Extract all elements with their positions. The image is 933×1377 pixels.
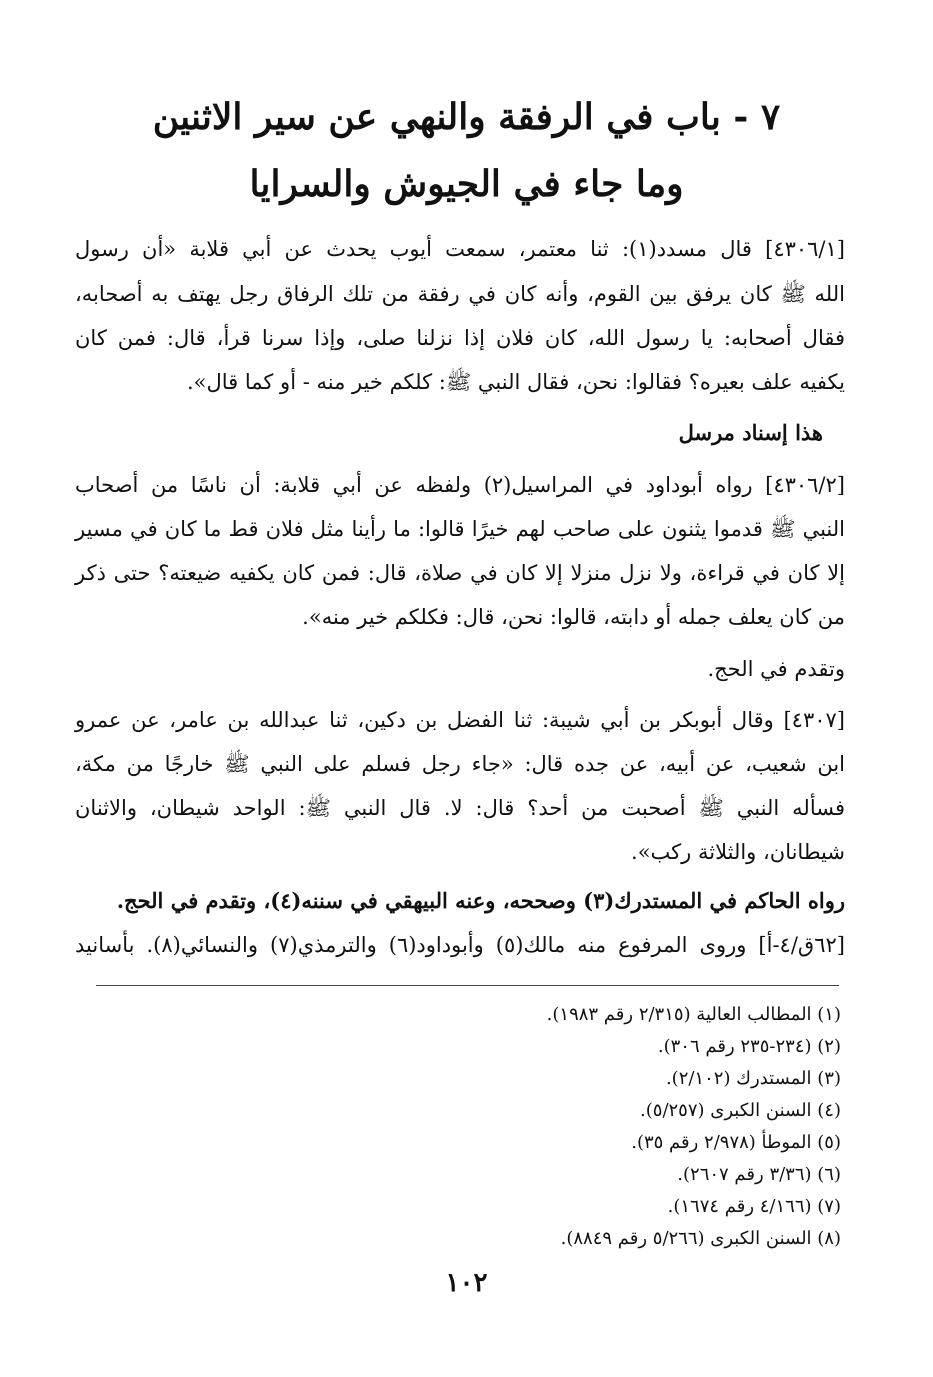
chapter-subtitle: وما جاء في الجيوش والسرايا [249,163,684,205]
text-line: [٤٣٠٦/١] قال مسدد(١): ثنا معتمر، سمعت أيوب يحدث عن أبي قلابة «أن رسول [75,237,845,261]
text-line: ابن شعيب، عن أبيه، عن جده قال: «جاء رجل فسلم على النبي ﷺ خارجًا من مكة، [75,752,845,776]
footnote: (٣) المستدرك (٢/١٠٢). [665,1068,841,1089]
text-line: الله ﷺ كان يرفق بين القوم، وأنه كان في رفقة من تلك الرفاق رجل يهتف به أصحابه، [75,282,845,306]
footnote: (١) المطالب العالية (٢/٣١٥ رقم ١٩٨٣). [546,1004,841,1025]
text-line: إلا كان في قراءة، ولا نزل منزلا إلا كان في صلاة، قال: فمن كان يكفيه ضيعته؟ حتى ذكر [75,561,845,585]
footnote: (٤) السنن الكبرى (٥/٢٥٧). [640,1100,841,1121]
footnote: (٧) (٤/١٦٦ رقم ١٦٧٤). [667,1196,841,1217]
footnote: (٥) الموطأ (٢/٩٧٨ رقم ٣٥). [631,1132,841,1153]
text-line: شيطانان، والثلاثة ركب». [631,840,845,864]
text-line: من كان يعلف جمله أو دابته، قالوا: نحن، قال: فكلكم خير منه». [302,605,845,629]
footnote: (٨) السنن الكبرى (٥/٢٦٦ رقم ٨٨٤٩). [560,1228,841,1249]
text-line: فسأله النبي ﷺ أصحبت من أحد؟ قال: لا. قال النبي ﷺ: الواحد شيطان، والاثنان [75,796,845,820]
text-line: رواه الحاكم في المستدرك(٣) وصححه، وعنه البيهقي في سننه(٤)، وتقدم في الحج. [116,888,845,913]
isnad-note: هذا إسناد مرسل [678,420,823,445]
text-line: [٦٢ق/٤-أ] وروى المرفوع منه مالك(٥) وأبوداود(٦) والترمذي(٧) والنسائي(٨). بأسانيد [75,933,845,957]
footnote: (٦) (٣/٣٦ رقم ٢٦٠٧). [677,1164,841,1185]
text-line: وتقدم في الحج. [707,657,845,681]
chapter-title: ٧ - باب في الرفقة والنهي عن سير الاثنين [152,96,781,138]
footnote: (٢) (٢٣٤-٢٣٥ رقم ٣٠٦). [657,1036,841,1057]
text-line: فقال أصحابه: يا رسول الله، كان فلان إذا نزلنا صلى، وإذا سرنا قرأ، قال: فمن كان [75,326,845,350]
footnote-divider [96,985,839,986]
text-line: [٤٣٠٧] وقال أبوبكر بن أبي شيبة: ثنا الفضل بن دكين، ثنا عبدالله بن عامر، عن عمرو [75,708,845,732]
text-line: النبي ﷺ قدموا يثنون على صاحب لهم خيرًا قالوا: ما رأينا مثل فلان قط ما كان في مسير [75,517,845,541]
text-line: [٤٣٠٦/٢] رواه أبوداود في المراسيل(٢) ولفظه عن أبي قلابة: أن ناسًا من أصحاب [75,473,845,497]
text-line: يكفيه علف بعيره؟ فقالوا: نحن، فقال النبي ﷺ: كلكم خير منه - أو كما قال». [186,370,845,394]
page-number: ١٠٢ [445,1268,488,1298]
